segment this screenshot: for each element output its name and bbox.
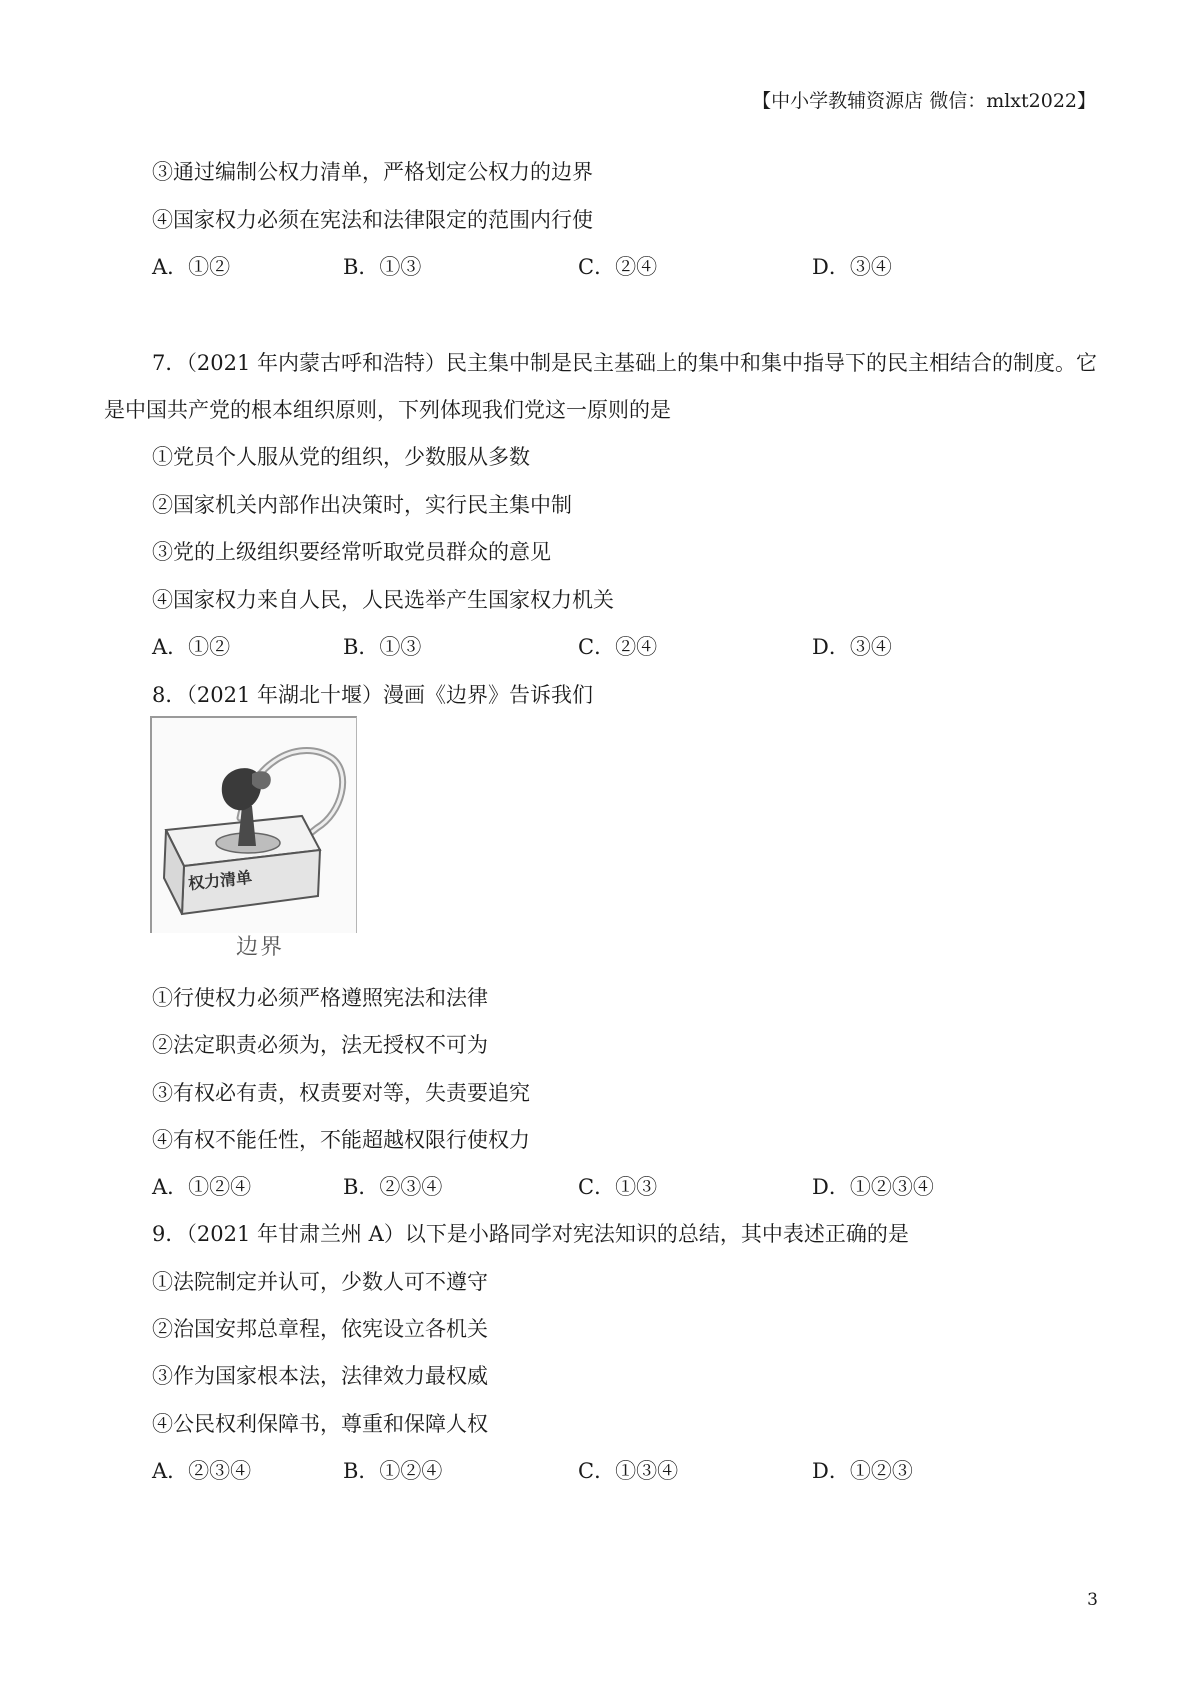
q6-option-c[interactable]: C．②④ xyxy=(578,255,658,279)
header-tag: 【中小学教辅资源店 微信：mlxt2022】 xyxy=(752,90,1096,112)
q6-option-a[interactable]: A．①② xyxy=(152,255,231,279)
q8-item-3: ③有权必有责，权责要对等，失责要追究 xyxy=(152,1081,530,1105)
comic-boundary-image xyxy=(150,716,357,933)
q9-item-3: ③作为国家根本法，法律效力最权威 xyxy=(152,1364,488,1388)
q6-item-4: ④国家权力必须在宪法和法律限定的范围内行使 xyxy=(152,208,593,232)
q9-item-1: ①法院制定并认可，少数人可不遵守 xyxy=(152,1270,488,1294)
q8-option-d[interactable]: D．①②③④ xyxy=(812,1175,934,1199)
q7-option-a[interactable]: A．①② xyxy=(152,635,231,659)
q6-item-3: ③通过编制公权力清单，严格划定公权力的边界 xyxy=(152,160,593,184)
q7-item-3: ③党的上级组织要经常听取党员群众的意见 xyxy=(152,540,551,564)
q9-stem: 9．（2021 年甘肃兰州 A）以下是小路同学对宪法知识的总结，其中表述正确的是 xyxy=(152,1222,909,1246)
comic-label: 权力清单 xyxy=(187,867,253,894)
q9-item-4: ④公民权利保障书，尊重和保障人权 xyxy=(152,1412,488,1436)
q9-option-b[interactable]: B．①②④ xyxy=(343,1459,443,1483)
q7-item-4: ④国家权力来自人民，人民选举产生国家权力机关 xyxy=(152,588,614,612)
q8-item-1: ①行使权力必须严格遵照宪法和法律 xyxy=(152,986,488,1010)
comic-caption: 边界 xyxy=(236,935,285,960)
q9-item-2: ②治国安邦总章程，依宪设立各机关 xyxy=(152,1317,488,1341)
page-number: 3 xyxy=(1087,1590,1098,1610)
q9-option-c[interactable]: C．①③④ xyxy=(578,1459,679,1483)
q8-stem: 8．（2021 年湖北十堰）漫画《边界》告诉我们 xyxy=(152,683,593,707)
q7-option-d[interactable]: D．③④ xyxy=(812,635,892,659)
q7-stem-line1: 7．（2021 年内蒙古呼和浩特）民主集中制是民主基础上的集中和集中指导下的民主相结合的制度。它 xyxy=(152,351,1097,375)
q8-option-c[interactable]: C．①③ xyxy=(578,1175,658,1199)
q7-item-1: ①党员个人服从党的组织，少数服从多数 xyxy=(152,445,530,469)
q9-option-d[interactable]: D．①②③ xyxy=(812,1459,913,1483)
q9-option-a[interactable]: A．②③④ xyxy=(152,1459,252,1483)
q7-item-2: ②国家机关内部作出决策时，实行民主集中制 xyxy=(152,493,572,517)
q8-option-a[interactable]: A．①②④ xyxy=(152,1175,252,1199)
q8-item-2: ②法定职责必须为，法无授权不可为 xyxy=(152,1033,488,1057)
q7-option-c[interactable]: C．②④ xyxy=(578,635,658,659)
q8-item-4: ④有权不能任性，不能超越权限行使权力 xyxy=(152,1128,530,1152)
q8-option-b[interactable]: B．②③④ xyxy=(343,1175,443,1199)
comic-drawing xyxy=(152,718,356,933)
q7-stem-line2: 是中国共产党的根本组织原则，下列体现我们党这一原则的是 xyxy=(104,398,671,422)
q6-option-b[interactable]: B．①③ xyxy=(343,255,422,279)
q7-option-b[interactable]: B．①③ xyxy=(343,635,422,659)
q6-option-d[interactable]: D．③④ xyxy=(812,255,892,279)
